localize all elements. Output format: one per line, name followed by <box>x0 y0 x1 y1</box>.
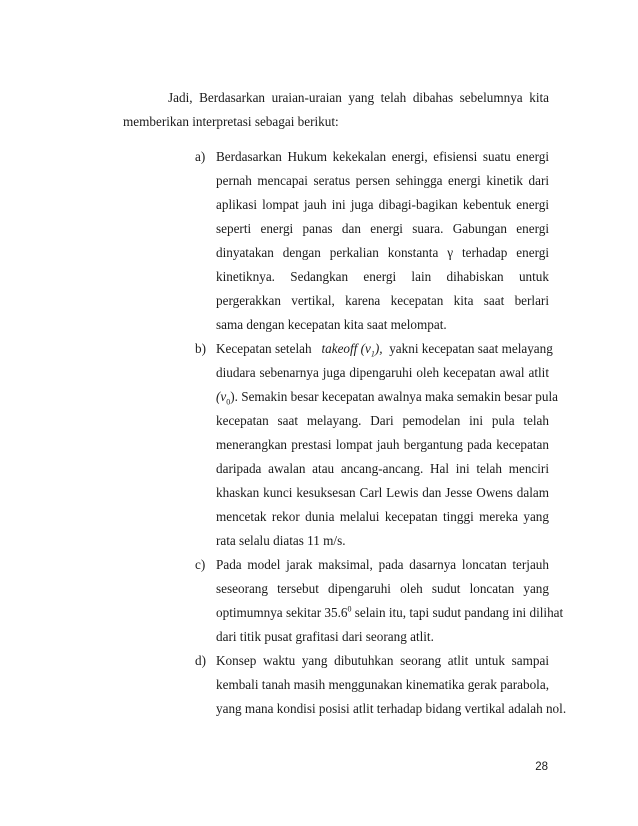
item-b-line-4: kecepatan saat melayang. Dari pemodelan ini pula telah <box>216 413 549 428</box>
item-d-line-2: kembali tanah masih menggunakan kinematika gerak parabola, <box>216 677 549 692</box>
item-a-line-5: dinyatakan dengan perkalian konstanta γ terhadap energi <box>216 245 549 260</box>
intro-line-2: memberikan interpretasi sebagai berikut: <box>123 114 339 129</box>
item-c-line-3 <box>216 605 563 621</box>
item-b-line-1 <box>216 341 553 359</box>
item-b-line-1-tail: yakni kecepatan saat melayang <box>389 341 553 356</box>
item-b-line-6: daripada awalan atau ancang-ancang. Hal ini telah menciri <box>216 461 549 476</box>
page-number: 28 <box>535 761 548 773</box>
item-b-line-3-tail: ). Semakin besar kecepatan awalnya maka semakin besar pula <box>230 389 558 404</box>
item-c-line-3-lead: optimumnya sekitar 35.6 <box>216 605 348 620</box>
takeoff-term: takeoff <box>321 341 358 356</box>
velocity-v1-base: (v <box>360 341 371 356</box>
item-a-line-6: kinetiknya. Sedangkan energi lain dihabiskan untuk <box>216 269 549 284</box>
velocity-v0-subscript: 0 <box>226 397 231 407</box>
item-b-line-2: diudara sebenarnya juga dipengaruhi oleh kecepatan awal atlit <box>216 365 549 380</box>
list-marker-b: b) <box>195 341 206 356</box>
list-marker-a: a) <box>195 149 206 164</box>
list-marker-d: d) <box>195 653 206 668</box>
item-c-line-3-tail: selain itu, tapi sudut pandang ini dilihat <box>351 605 564 620</box>
item-d-line-1: Konsep waktu yang dibutuhkan seorang atlit untuk sampai <box>216 653 549 668</box>
item-c-line-4: dari titik pusat grafitasi dari seorang atlit. <box>216 629 434 644</box>
intro-line-1: Jadi, Berdasarkan uraian-uraian yang telah dibahas sebelumnya kita <box>168 90 549 105</box>
item-b-line-8: mencetak rekor dunia melalui kecepatan tinggi mereka yang <box>216 509 549 524</box>
item-c-line-1: Pada model jarak maksimal, pada dasarnya loncatan terjauh <box>216 557 549 572</box>
item-a-line-7: pergerakkan vertikal, karena kecepatan kita saat berlari <box>216 293 549 308</box>
item-a-line-4: seperti energi panas dan energi suara. Gabungan energi <box>216 221 549 236</box>
degree-superscript: 0 <box>347 604 352 614</box>
velocity-v1-subscript: 1 <box>370 349 375 359</box>
item-b-line-5: menerangkan prestasi lompat jauh bergantung pada kecepatan <box>216 437 549 452</box>
item-a-line-2: pernah mencapai seratus persen sehingga energi kinetik dari <box>216 173 549 188</box>
item-b-line-3 <box>216 389 558 407</box>
item-a-line-3: aplikasi lompat jauh ini juga dibagi-bagikan kebentuk energi <box>216 197 549 212</box>
item-a-line-8: sama dengan kecepatan kita saat melompat. <box>216 317 447 332</box>
item-b-line-1-lead: Kecepatan setelah <box>216 341 312 356</box>
item-d-line-3: yang mana kondisi posisi atlit terhadap bidang vertikal adalah nol. <box>216 701 567 716</box>
velocity-symbol-v1 <box>360 341 383 359</box>
velocity-v0-base: (v <box>216 389 227 404</box>
item-c-line-2: seseorang tersebut dipengaruhi oleh sudut loncatan yang <box>216 581 549 596</box>
item-b-line-7: khaskan kunci kesuksesan Carl Lewis dan Jesse Owens dalam <box>216 485 549 500</box>
velocity-v1-close: ), <box>374 341 383 356</box>
item-b-line-9: rata selalu diatas 11 m/s. <box>216 533 346 548</box>
list-marker-c: c) <box>195 557 206 572</box>
item-a-line-1: Berdasarkan Hukum kekekalan energi, efisiensi suatu energi <box>216 149 549 164</box>
